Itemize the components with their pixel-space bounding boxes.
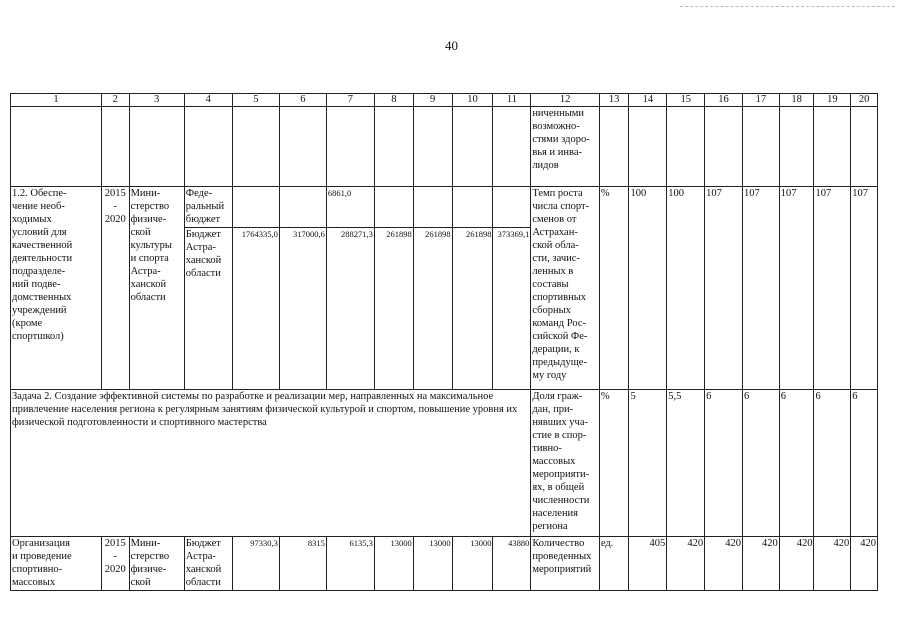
budget-table	[10, 93, 878, 591]
value-cell: 107	[814, 187, 851, 390]
value-cell: 420	[705, 537, 743, 591]
column-number: 13	[599, 94, 629, 107]
amount-cell: 6135,3	[326, 537, 374, 591]
value-cell: 6	[705, 390, 743, 537]
amount-cell: 1764335,0	[232, 228, 279, 390]
column-number: 4	[184, 94, 232, 107]
table-cell	[374, 187, 413, 228]
table-row-continuation	[11, 107, 878, 187]
table-cell	[667, 107, 705, 187]
table-cell	[742, 107, 779, 187]
column-number: 2	[101, 94, 129, 107]
amount-cell: 373369,1	[493, 228, 531, 390]
column-number: 11	[493, 94, 531, 107]
funding-source: Феде- ральный бюджет	[184, 187, 232, 228]
value-cell: 405	[629, 537, 667, 591]
value-cell: 420	[667, 537, 705, 591]
executor: Мини- стерство физиче- ской культуры и спорта Астра- ханской области	[129, 187, 184, 390]
value-cell: 420	[742, 537, 779, 591]
amount-cell: 97330,3	[232, 537, 279, 591]
column-number: 14	[629, 94, 667, 107]
amount-cell: 261898	[374, 228, 413, 390]
amount-cell: 13000	[452, 537, 493, 591]
column-number: 12	[531, 94, 600, 107]
table-cell	[101, 107, 129, 187]
table-cell	[374, 107, 413, 187]
amount-cell: 288271,3	[326, 228, 374, 390]
amount-cell: 43880	[493, 537, 531, 591]
column-number: 9	[413, 94, 452, 107]
column-number: 3	[129, 94, 184, 107]
scan-artifact-line	[680, 6, 895, 7]
value-cell: 5	[629, 390, 667, 537]
value-cell: 107	[705, 187, 743, 390]
value-cell: 107	[779, 187, 814, 390]
table-cell	[493, 107, 531, 187]
task-description: Задача 2. Создание эффективной системы по разработке и реализации мер, направленных на максимальное привлечение населения региона к регулярным занятиям физической культурой и спортом, повышение уровня их физической подготовленности и спортивного мастерства	[11, 390, 531, 537]
amount-cell: 6861,0	[326, 187, 374, 228]
column-number: 1	[11, 94, 102, 107]
column-number: 20	[851, 94, 878, 107]
amount-cell: 261898	[452, 228, 493, 390]
table-cell	[326, 107, 374, 187]
activity-name: Организация и проведение спортивно- массовых	[11, 537, 102, 591]
value-cell: 107	[851, 187, 878, 390]
page-number: 40	[445, 38, 458, 53]
column-number: 15	[667, 94, 705, 107]
task-2-row	[11, 390, 878, 537]
table-cell	[413, 107, 452, 187]
table-cell	[11, 107, 102, 187]
unit-cell: %	[599, 187, 629, 390]
value-cell: 6	[779, 390, 814, 537]
table-row-events	[11, 537, 878, 591]
table-cell	[629, 107, 667, 187]
unit-cell: %	[599, 390, 629, 537]
value-cell: 420	[851, 537, 878, 591]
column-number: 18	[779, 94, 814, 107]
table-cell	[851, 107, 878, 187]
indicator-text: Доля граж- дан, при- нявших уча- стие в спор- тивно- массовых мероприяти- ях, в общей численности населения региона	[531, 390, 600, 537]
value-cell: 107	[742, 187, 779, 390]
value-cell: 100	[629, 187, 667, 390]
amount-cell: 13000	[413, 537, 452, 591]
amount-cell: 261898	[413, 228, 452, 390]
table-cell	[279, 107, 326, 187]
indicator-text: Количество проведенных мероприятий	[531, 537, 600, 591]
indicator-text: Темп роста числа спорт- сменов от Астрахан- ской обла- сти, зачис- ленных в составы спортивных сборных команд Рос- сийской Фе- дерации, к предыдуще- му году	[531, 187, 600, 390]
table-cell	[413, 187, 452, 228]
column-number: 10	[452, 94, 493, 107]
table-cell	[493, 187, 531, 228]
table-cell	[129, 107, 184, 187]
column-number: 17	[742, 94, 779, 107]
value-cell: 100	[667, 187, 705, 390]
table-cell	[184, 107, 232, 187]
funding-source: Бюджет Астра- ханской области	[184, 228, 232, 390]
column-number: 7	[326, 94, 374, 107]
table-row-1-2-federal	[11, 187, 878, 228]
value-cell: 6	[814, 390, 851, 537]
value-cell: 6	[742, 390, 779, 537]
amount-cell: 8315	[279, 537, 326, 591]
activity-name: 1.2. Обеспе- чение необ- ходимых условий для качественной деятельности подразделе- ний подве- домственных учреждений (кроме спортшкол)	[11, 187, 102, 390]
column-number: 8	[374, 94, 413, 107]
value-cell: 420	[814, 537, 851, 591]
column-number: 6	[279, 94, 326, 107]
amount-cell: 13000	[374, 537, 413, 591]
period: 2015 - 2020	[101, 187, 129, 390]
value-cell: 6	[851, 390, 878, 537]
table-cell	[599, 107, 629, 187]
unit-cell: ед.	[599, 537, 629, 591]
value-cell: 5,5	[667, 390, 705, 537]
table-cell	[279, 187, 326, 228]
table-cell	[232, 107, 279, 187]
table-cell	[452, 187, 493, 228]
executor: Мини- стерство физиче- ской	[129, 537, 184, 591]
value-cell: 420	[779, 537, 814, 591]
amount-cell: 317000,6	[279, 228, 326, 390]
table-cell	[779, 107, 814, 187]
column-number: 16	[705, 94, 743, 107]
column-number: 19	[814, 94, 851, 107]
period: 2015 - 2020	[101, 537, 129, 591]
indicator-text: ниченными возможно- стями здоро- вья и инва- лидов	[531, 107, 600, 187]
funding-source: Бюджет Астра- ханской области	[184, 537, 232, 591]
column-number: 5	[232, 94, 279, 107]
column-number-row	[11, 94, 878, 107]
table-cell	[705, 107, 743, 187]
table-cell	[452, 107, 493, 187]
table-cell	[814, 107, 851, 187]
table-cell	[232, 187, 279, 228]
